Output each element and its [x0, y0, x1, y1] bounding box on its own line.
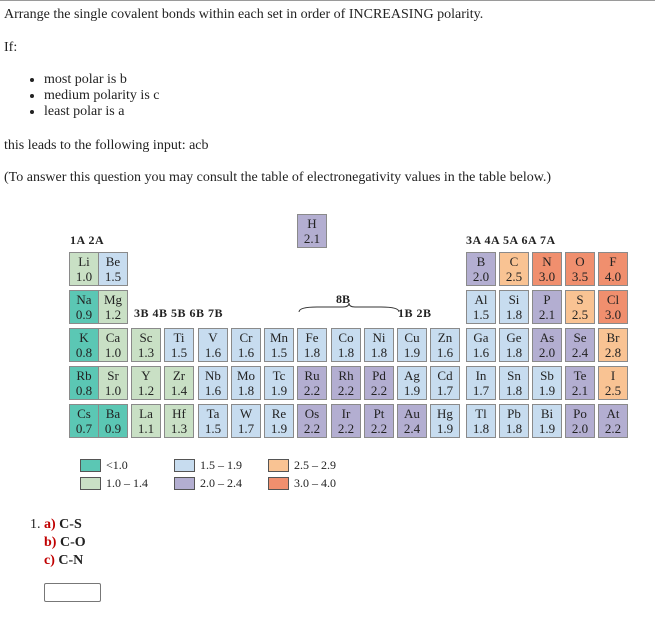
element-symbol: Ba	[105, 406, 121, 421]
electronegativity-value: 1.5	[204, 421, 222, 436]
list-item: • medium polarity is c	[44, 88, 159, 104]
electronegativity-value: 1.2	[104, 307, 122, 322]
element-symbol: Al	[474, 292, 488, 307]
answer-input[interactable]	[44, 583, 101, 602]
electronegativity-value: 2.1	[538, 307, 556, 322]
element-symbol: S	[576, 292, 584, 307]
element-symbol: Cs	[77, 406, 91, 421]
element-symbol: V	[208, 330, 218, 345]
electronegativity-value: 1.0	[104, 345, 122, 360]
electronegativity-value: 2.2	[604, 421, 622, 436]
element-symbol: Hf	[172, 406, 186, 421]
element-cell-al	[466, 290, 496, 324]
element-cell-as	[532, 328, 562, 362]
element-cell-cd	[430, 366, 460, 400]
transition-heads-left: 3B 4B 5B 6B 7B	[134, 306, 224, 320]
element-cell-hf	[164, 404, 194, 438]
electronegativity-value: 2.5	[571, 307, 589, 322]
element-cell-n	[532, 252, 562, 286]
electronegativity-value: 1.8	[303, 345, 321, 360]
element-cell-ca	[98, 328, 128, 362]
electronegativity-value: 1.8	[370, 345, 388, 360]
electronegativity-value: 1.5	[170, 345, 188, 360]
element-cell-te	[565, 366, 595, 400]
element-symbol: C	[509, 254, 519, 269]
element-cell-ta	[198, 404, 228, 438]
answer-item-a	[30, 516, 86, 534]
element-symbol: Au	[404, 406, 420, 421]
electronegativity-value: 2.2	[337, 383, 355, 398]
element-symbol: Rh	[338, 368, 354, 383]
answer-letter: c)	[44, 553, 55, 568]
element-symbol: Tc	[272, 368, 286, 383]
list-item: • least polar is a	[44, 104, 159, 120]
element-symbol: Ge	[506, 330, 522, 345]
legend-swatch	[80, 459, 101, 472]
list-item: • most polar is b	[44, 72, 159, 88]
element-symbol: Re	[271, 406, 287, 421]
element-symbol: O	[575, 254, 585, 269]
element-cell-cl	[598, 290, 628, 324]
electronegativity-value: 1.5	[270, 345, 288, 360]
element-cell-cu	[397, 328, 427, 362]
element-symbol: Po	[573, 406, 587, 421]
element-cell-ga	[466, 328, 496, 362]
element-cell-os	[297, 404, 327, 438]
if-label: If:	[4, 40, 18, 55]
electronegativity-value: 1.8	[337, 345, 355, 360]
leads-to-text: this leads to the following input: acb	[4, 138, 209, 153]
element-cell-ni	[364, 328, 394, 362]
element-cell-ti	[164, 328, 194, 362]
element-symbol: N	[542, 254, 552, 269]
element-symbol: Te	[573, 368, 587, 383]
answer-bond: C-N	[58, 553, 84, 568]
electronegativity-value: 2.0	[472, 269, 490, 284]
element-cell-in	[466, 366, 496, 400]
electronegativity-value: 1.5	[472, 307, 490, 322]
electronegativity-value: 2.2	[303, 421, 321, 436]
element-cell-ag	[397, 366, 427, 400]
element-cell-h	[297, 214, 327, 248]
element-symbol: La	[139, 406, 153, 421]
element-symbol: Nb	[205, 368, 221, 383]
electronegativity-value: 1.6	[204, 345, 222, 360]
electronegativity-value: 0.9	[104, 421, 122, 436]
element-symbol: Co	[338, 330, 354, 345]
element-cell-o	[565, 252, 595, 286]
element-cell-la	[131, 404, 161, 438]
electronegativity-value: 2.0	[538, 345, 556, 360]
element-cell-v	[198, 328, 228, 362]
element-cell-y	[131, 366, 161, 400]
element-symbol: Pb	[507, 406, 521, 421]
electronegativity-value: 1.9	[538, 421, 556, 436]
element-symbol: Cd	[437, 368, 453, 383]
element-cell-rb	[69, 366, 99, 400]
element-symbol: Cl	[606, 292, 620, 307]
element-symbol: H	[307, 216, 317, 231]
legend-label: 1.5 – 1.9	[200, 458, 242, 472]
answer-list	[30, 516, 86, 570]
element-cell-mn	[264, 328, 294, 362]
element-symbol: Mg	[103, 292, 123, 307]
electronegativity-value: 3.0	[604, 307, 622, 322]
element-cell-ir	[331, 404, 361, 438]
element-symbol: Cu	[404, 330, 420, 345]
electronegativity-value: 2.4	[403, 421, 421, 436]
legend-label: 1.0 – 1.4	[106, 476, 148, 490]
electronegativity-value: 1.9	[270, 383, 288, 398]
element-cell-re	[264, 404, 294, 438]
element-symbol: As	[539, 330, 555, 345]
element-cell-br	[598, 328, 628, 362]
electronegativity-value: 0.7	[75, 421, 93, 436]
element-cell-b	[466, 252, 496, 286]
element-cell-f	[598, 252, 628, 286]
element-symbol: Ca	[105, 330, 121, 345]
element-symbol: Na	[76, 292, 92, 307]
element-symbol: Pd	[372, 368, 386, 383]
element-cell-at	[598, 404, 628, 438]
group-heads-right: 3A 4A 5A 6A 7A	[466, 233, 556, 247]
electronegativity-value: 1.8	[505, 383, 523, 398]
element-cell-li	[69, 252, 99, 286]
electronegativity-value: 1.8	[505, 345, 523, 360]
element-cell-pt	[364, 404, 394, 438]
electronegativity-value: 1.5	[104, 269, 122, 284]
electronegativity-value: 1.9	[436, 421, 454, 436]
electronegativity-value: 1.2	[137, 383, 155, 398]
legend-label: <1.0	[106, 458, 128, 472]
element-symbol: P	[543, 292, 551, 307]
electronegativity-value: 2.2	[370, 421, 388, 436]
element-symbol: K	[79, 330, 89, 345]
element-cell-sc	[131, 328, 161, 362]
element-symbol: Sr	[107, 368, 119, 383]
element-cell-cs	[69, 404, 99, 438]
element-cell-hg	[430, 404, 460, 438]
element-symbol: Bi	[540, 406, 554, 421]
element-cell-co	[331, 328, 361, 362]
element-cell-rh	[331, 366, 361, 400]
element-symbol: Be	[105, 254, 121, 269]
element-cell-i	[598, 366, 628, 400]
electronegativity-value: 1.9	[403, 345, 421, 360]
eight-b-brace	[297, 302, 402, 314]
element-cell-bi	[532, 404, 562, 438]
element-symbol: Si	[508, 292, 520, 307]
element-cell-nb	[198, 366, 228, 400]
legend-swatch	[174, 459, 195, 472]
element-symbol: Ir	[341, 406, 351, 421]
element-cell-sn	[499, 366, 529, 400]
legend-label: 2.5 – 2.9	[294, 458, 336, 472]
electronegativity-value: 1.7	[436, 383, 454, 398]
element-cell-fe	[297, 328, 327, 362]
element-cell-si	[499, 290, 529, 324]
element-cell-ge	[499, 328, 529, 362]
answer-bond: C-O	[59, 535, 86, 550]
electronegativity-value: 1.1	[137, 421, 155, 436]
element-symbol: Sn	[507, 368, 521, 383]
element-symbol: F	[609, 254, 617, 269]
element-cell-tc	[264, 366, 294, 400]
electronegativity-value: 2.8	[604, 345, 622, 360]
element-symbol: Fe	[305, 330, 319, 345]
element-cell-ba	[98, 404, 128, 438]
element-symbol: W	[239, 406, 253, 421]
electronegativity-value: 2.1	[303, 231, 321, 246]
electronegativity-value: 2.2	[303, 383, 321, 398]
element-symbol: Rb	[76, 368, 92, 383]
electronegativity-value: 4.0	[604, 269, 622, 284]
electronegativity-value: 2.4	[571, 345, 589, 360]
element-cell-k	[69, 328, 99, 362]
electronegativity-value: 1.0	[104, 383, 122, 398]
electronegativity-value: 1.8	[472, 421, 490, 436]
electronegativity-value: 1.8	[505, 307, 523, 322]
legend-label: 3.0 – 4.0	[294, 476, 336, 490]
element-symbol: Li	[78, 254, 90, 269]
electronegativity-value: 2.0	[571, 421, 589, 436]
element-symbol: Ru	[304, 368, 320, 383]
electronegativity-value: 0.8	[75, 383, 93, 398]
element-cell-na	[69, 290, 99, 324]
element-cell-po	[565, 404, 595, 438]
electronegativity-value: 2.1	[571, 383, 589, 398]
element-symbol: Sb	[540, 368, 554, 383]
group-heads-left: 1A 2A	[70, 233, 105, 247]
element-cell-zn	[430, 328, 460, 362]
element-cell-tl	[466, 404, 496, 438]
answer-item-c	[30, 552, 86, 570]
element-symbol: Mo	[236, 368, 256, 383]
element-symbol: Pt	[373, 406, 385, 421]
element-cell-pd	[364, 366, 394, 400]
element-cell-be	[98, 252, 128, 286]
eight-b-label: 8B	[336, 292, 351, 306]
electronegativity-value: 3.5	[571, 269, 589, 284]
electronegativity-value: 1.3	[137, 345, 155, 360]
electronegativity-value: 2.2	[337, 421, 355, 436]
element-cell-se	[565, 328, 595, 362]
element-symbol: Ti	[173, 330, 185, 345]
element-symbol: Hg	[437, 406, 453, 421]
electronegativity-value: 1.4	[170, 383, 188, 398]
electronegativity-value: 1.9	[270, 421, 288, 436]
legend-label: 2.0 – 2.4	[200, 476, 242, 490]
answer-letter: a)	[44, 517, 56, 532]
legend-swatch	[80, 477, 101, 490]
element-symbol: Cr	[239, 330, 253, 345]
element-cell-c	[499, 252, 529, 286]
electronegativity-value: 1.6	[472, 345, 490, 360]
element-cell-w	[231, 404, 261, 438]
element-cell-ru	[297, 366, 327, 400]
electronegativity-value: 3.0	[538, 269, 556, 284]
element-symbol: In	[475, 368, 487, 383]
electronegativity-value: 1.8	[505, 421, 523, 436]
element-symbol: Tl	[475, 406, 487, 421]
consult-text: (To answer this question you may consult the table of electronegativity values in the table below.)	[4, 170, 552, 185]
element-symbol: Ga	[473, 330, 489, 345]
legend-swatch	[268, 477, 289, 490]
element-symbol: Ta	[206, 406, 220, 421]
answer-item-b	[30, 534, 86, 552]
electronegativity-value: 1.9	[538, 383, 556, 398]
element-symbol: Br	[606, 330, 620, 345]
legend-swatch	[268, 459, 289, 472]
element-symbol: Ag	[404, 368, 420, 383]
electronegativity-value: 1.6	[204, 383, 222, 398]
element-cell-s	[565, 290, 595, 324]
electronegativity-value: 2.2	[370, 383, 388, 398]
question-number: 1.	[30, 517, 41, 532]
element-symbol: Se	[573, 330, 587, 345]
element-cell-p	[532, 290, 562, 324]
electronegativity-value: 1.9	[403, 383, 421, 398]
element-cell-pb	[499, 404, 529, 438]
element-symbol: Zr	[172, 368, 186, 383]
electronegativity-value: 0.8	[75, 345, 93, 360]
legend-swatch	[174, 477, 195, 490]
electronegativity-value: 2.5	[604, 383, 622, 398]
element-cell-au	[397, 404, 427, 438]
element-cell-zr	[164, 366, 194, 400]
answer-bond: C-S	[59, 517, 82, 532]
element-symbol: Zn	[437, 330, 453, 345]
element-symbol: B	[476, 254, 486, 269]
element-cell-sb	[532, 366, 562, 400]
element-symbol: Sc	[139, 330, 153, 345]
electronegativity-value: 1.3	[170, 421, 188, 436]
element-symbol: I	[610, 368, 616, 383]
electronegativity-value: 1.7	[472, 383, 490, 398]
transition-heads-right: 1B 2B	[398, 306, 432, 320]
element-symbol: Os	[304, 406, 320, 421]
electronegativity-value: 1.6	[436, 345, 454, 360]
electronegativity-value: 2.5	[505, 269, 523, 284]
electronegativity-value: 1.8	[237, 383, 255, 398]
electronegativity-value: 1.6	[237, 345, 255, 360]
element-symbol: Mn	[269, 330, 289, 345]
electronegativity-value: 0.9	[75, 307, 93, 322]
element-symbol: At	[606, 406, 620, 421]
electronegativity-value: 1.7	[237, 421, 255, 436]
element-cell-sr	[98, 366, 128, 400]
element-cell-mg	[98, 290, 128, 324]
question-prompt: Arrange the single covalent bonds within each set in order of INCREASING polarity.	[4, 7, 484, 22]
element-symbol: Ni	[372, 330, 386, 345]
element-cell-cr	[231, 328, 261, 362]
element-symbol: Y	[141, 368, 151, 383]
answer-letter: b)	[44, 535, 57, 550]
element-cell-mo	[231, 366, 261, 400]
electronegativity-value: 1.0	[75, 269, 93, 284]
